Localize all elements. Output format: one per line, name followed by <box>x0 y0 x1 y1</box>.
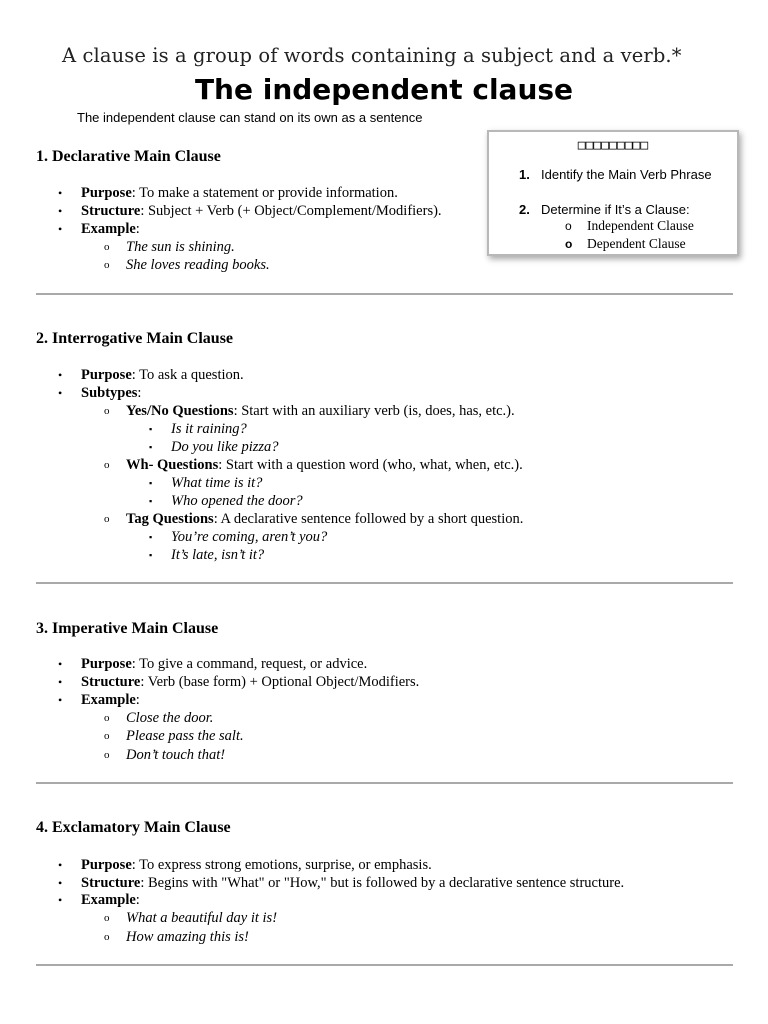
item-text: : <box>135 221 140 237</box>
bullet-icon: • <box>58 876 63 890</box>
item-label: Structure <box>81 674 141 690</box>
circle-bullet-icon: o <box>104 259 110 271</box>
example-text: Don’t touch that! <box>126 747 226 763</box>
subtype-text: : Start with an auxiliary verb (is, does, has, etc.). <box>233 403 515 419</box>
item-label: Purpose <box>81 185 132 201</box>
example-text: You’re coming, aren’t you? <box>171 529 328 545</box>
item-text: : <box>137 385 142 401</box>
section-declarative <box>36 148 736 278</box>
bullet-icon: • <box>58 858 63 872</box>
option-marker: o <box>565 237 573 251</box>
subtype-text: : A declarative sentence followed by a short question. <box>213 511 524 527</box>
item-text: : Begins with "What" or "How," but is followed by a declarative sentence structure. <box>140 875 625 891</box>
example-text: Close the door. <box>126 710 214 726</box>
example-text: How amazing this is! <box>126 929 249 945</box>
square-bullet-icon: ▪ <box>149 424 153 434</box>
clause-definition: A clause is a group of words containing a subject and a verb.* <box>62 44 682 67</box>
item-label: Purpose <box>81 857 132 873</box>
step-number: 1. <box>519 167 530 182</box>
item-text: : To make a statement or provide information. <box>131 185 398 201</box>
circle-bullet-icon: o <box>104 931 110 943</box>
section-exclamatory <box>36 819 736 949</box>
option-text: Dependent Clause <box>587 236 686 251</box>
circle-bullet-icon: o <box>104 405 110 417</box>
subtype-text: : Start with a question word (who, what, when, etc.). <box>218 457 523 473</box>
circle-bullet-icon: o <box>104 749 110 761</box>
section-title: 2. Interrogative Main Clause <box>36 330 234 347</box>
circle-bullet-icon: o <box>104 513 110 525</box>
circle-bullet-icon: o <box>104 241 110 253</box>
item-label: Purpose <box>81 656 132 672</box>
subtype-label: Wh- Questions <box>126 457 219 473</box>
item-text: : Verb (base form) + Optional Object/Modifiers. <box>140 674 420 690</box>
item-label: Structure <box>81 875 141 891</box>
divider <box>36 582 733 584</box>
example-text: Please pass the salt. <box>126 728 244 744</box>
option-marker: o <box>565 219 572 233</box>
item-label: Example <box>81 221 136 237</box>
circle-bullet-icon: o <box>104 459 110 471</box>
item-label: Subtypes <box>81 385 138 401</box>
section-title: 3. Imperative Main Clause <box>36 620 219 637</box>
item-label: Example <box>81 692 136 708</box>
example-text: What time is it? <box>171 475 263 491</box>
bullet-icon: • <box>58 386 63 400</box>
bullet-icon: • <box>58 893 63 907</box>
steps-box-title: □□□□□□□□□ <box>577 138 649 153</box>
circle-bullet-icon: o <box>104 712 110 724</box>
subtype-label: Yes/No Questions <box>126 403 234 419</box>
bullet-icon: • <box>58 368 63 382</box>
item-text: : <box>135 892 140 908</box>
item-text: : To give a command, request, or advice. <box>131 656 368 672</box>
bullet-icon: • <box>58 222 63 236</box>
example-text: Do you like pizza? <box>171 439 279 455</box>
square-bullet-icon: ▪ <box>149 532 153 542</box>
square-bullet-icon: ▪ <box>149 496 153 506</box>
option-text: Independent Clause <box>587 218 694 233</box>
example-text: What a beautiful day it is! <box>126 910 278 926</box>
divider <box>36 293 733 295</box>
example-text: Who opened the door? <box>171 493 303 509</box>
bullet-icon: • <box>58 186 63 200</box>
page-title: The independent clause <box>194 73 574 106</box>
bullet-icon: • <box>58 675 63 689</box>
step-text: Identify the Main Verb Phrase <box>541 167 712 182</box>
bullet-icon: • <box>58 657 63 671</box>
bullet-icon: • <box>58 693 63 707</box>
square-bullet-icon: ▪ <box>149 442 153 452</box>
circle-bullet-icon: o <box>104 912 110 924</box>
step-text: Determine if It’s a Clause: <box>541 202 690 217</box>
divider <box>36 964 733 966</box>
item-label: Structure <box>81 203 141 219</box>
item-text: : To express strong emotions, surprise, or emphasis. <box>131 857 432 873</box>
square-bullet-icon: ▪ <box>149 550 153 560</box>
intro-text: The independent clause can stand on its own as a sentence <box>77 110 423 125</box>
divider <box>36 782 733 784</box>
item-text: : Subject + Verb (+ Object/Complement/Modifiers). <box>140 203 442 219</box>
section-imperative <box>36 620 736 770</box>
example-text: The sun is shining. <box>126 239 235 255</box>
square-bullet-icon: ▪ <box>149 478 153 488</box>
section-title: 4. Exclamatory Main Clause <box>36 819 231 836</box>
circle-bullet-icon: o <box>104 730 110 742</box>
item-text: : To ask a question. <box>131 367 244 383</box>
bullet-icon: • <box>58 204 63 218</box>
section-title: 1. Declarative Main Clause <box>36 148 221 165</box>
item-text: : <box>135 692 140 708</box>
item-label: Purpose <box>81 367 132 383</box>
item-label: Example <box>81 892 136 908</box>
step-number: 2. <box>519 202 530 217</box>
example-text: Is it raining? <box>171 421 247 437</box>
example-text: It’s late, isn’t it? <box>171 547 265 563</box>
section-interrogative <box>36 330 736 570</box>
example-text: She loves reading books. <box>126 257 270 273</box>
subtype-label: Tag Questions <box>126 511 214 527</box>
